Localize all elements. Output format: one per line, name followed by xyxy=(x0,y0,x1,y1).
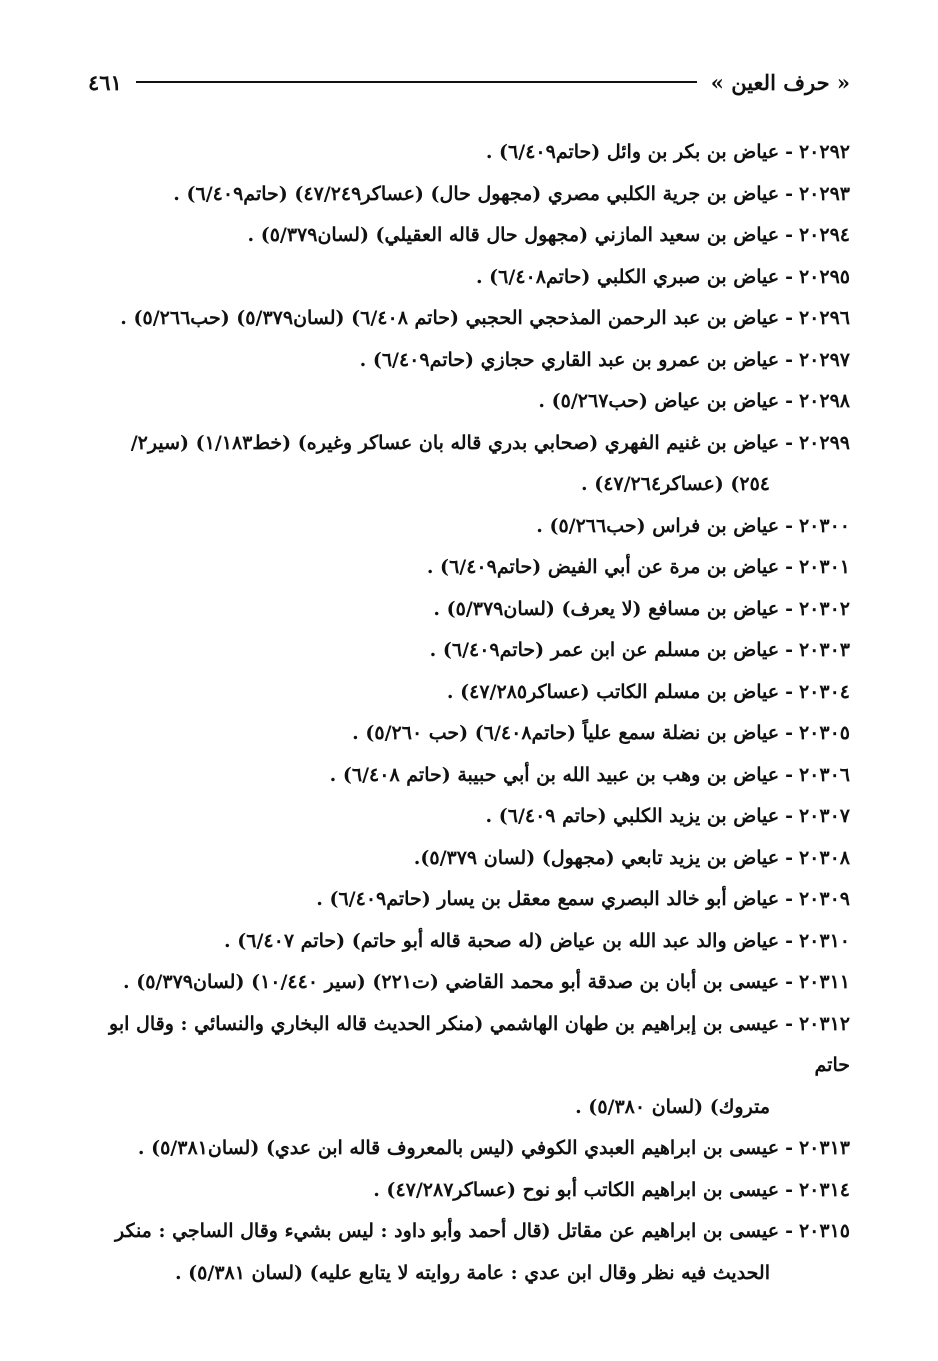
entry-dash: - xyxy=(785,971,793,993)
entry-text: عياض بن عبد الرحمن المذحجي الحجبي (حاتم ٦/٤٠٨) (لسان٥/٣٧٩) (حب٥/٢٦٦) . xyxy=(120,307,780,329)
entry xyxy=(88,672,850,714)
entry-text: عياض بن نضلة سمع علياً (حاتم٦/٤٠٨) (حب ٥/٢٦٠) . xyxy=(352,722,780,744)
entry-text: عياض بن مسلم عن ابن عمر (حاتم٦/٤٠٩) . xyxy=(429,639,780,661)
entry-dash: - xyxy=(785,141,793,163)
entry-text: عياض بن يزيد الكلبي (حاتم ٦/٤٠٩) . xyxy=(485,805,780,827)
entry-number: ٢٠٣١٠ xyxy=(798,929,850,952)
entry-dash: - xyxy=(785,1178,793,1201)
entry xyxy=(88,879,850,921)
entry-number: ٢٠٣٠٩ xyxy=(798,888,850,910)
entry-number: ٢٠٢٩٥ xyxy=(798,265,850,288)
entry-dash: - xyxy=(785,763,793,786)
entry-number: ٢٠٣٠٠ xyxy=(798,514,850,537)
entry-text: عياض بن وهب بن عبيد الله بن أبي حبيبة (حاتم ٦/٤٠٨) . xyxy=(329,763,780,786)
entry-number: ٢٠٣١٤ xyxy=(798,1178,850,1201)
page-header xyxy=(88,62,850,102)
entry-number: ٢٠٣١٢ xyxy=(798,1012,850,1035)
entry-text: عياض بن سعيد المازني (مجهول حال قاله العقيلي) (لسان٥/٣٧٩) . xyxy=(247,224,780,246)
entry-text: عياض بن فراس (حب٥/٢٦٦) . xyxy=(536,514,780,537)
entry xyxy=(88,381,850,423)
entry-number: ٢٠٣٠١ xyxy=(798,556,850,578)
entry xyxy=(88,1170,850,1212)
entry-number: ٢٠٣١٣ xyxy=(798,1137,850,1159)
entry-text: عياض بن بكر بن وائل (حاتم٦/٤٠٩) . xyxy=(485,141,780,163)
entry-dash: - xyxy=(785,1137,793,1159)
entry-dash: - xyxy=(785,722,793,744)
entry-dash: - xyxy=(785,514,793,537)
entry-dash: - xyxy=(785,307,793,329)
entry-continuation: ٢٥٤) (عساكر٤٧/٢٦٤) . xyxy=(580,473,770,495)
entry-dash: - xyxy=(785,639,793,661)
entry-number: ٢٠٢٩٣ xyxy=(798,182,850,205)
page-number: ٤٦١ xyxy=(88,69,122,95)
entry-text: عياض بن صبري الكلبي (حاتم٦/٤٠٨) . xyxy=(475,265,780,288)
entry-number: ٢٠٢٩٩ xyxy=(798,431,850,454)
entry-number: ٢٠٢٩٧ xyxy=(798,348,850,371)
chapter-title: « حرف العين » xyxy=(710,69,850,95)
entry-text: عياض بن جرية الكلبي مصري (مجهول حال) (عساكر٤٧/٢٤٩) (حاتم٦/٤٠٩) . xyxy=(173,182,780,205)
entry-dash: - xyxy=(785,805,793,827)
entry-dash: - xyxy=(785,390,793,412)
entry-dash: - xyxy=(785,431,793,454)
entry xyxy=(88,298,850,340)
entry-number: ٢٠٢٩٦ xyxy=(798,307,850,329)
entry-text: عيسى بن ابراهيم عن مقاتل (قال أحمد وأبو داود : ليس بشيء وقال الساجي : منكر xyxy=(114,1220,780,1242)
entry-dash: - xyxy=(785,846,793,869)
entry-text: عيسى بن إبراهيم بن طهان الهاشمي (منكر الحديث قاله البخاري والنسائي : وقال ابو حاتم xyxy=(109,1012,850,1076)
entry xyxy=(88,630,850,672)
entry xyxy=(88,921,850,963)
entries-list xyxy=(88,132,850,1294)
entry xyxy=(88,174,850,216)
entry-dash: - xyxy=(785,597,793,620)
entry-text: عياض بن يزيد تابعي (مجهول) (لسان ٥/٣٧٩). xyxy=(413,846,780,869)
entry xyxy=(88,423,850,465)
entry-number: ٢٠٣٠٧ xyxy=(798,805,850,827)
entry-dash: - xyxy=(785,929,793,952)
entry-text: عياض بن مرة عن أبي الفيض (حاتم٦/٤٠٩) . xyxy=(426,556,780,578)
entry-number: ٢٠٣١١ xyxy=(798,971,850,993)
entry-dash: - xyxy=(785,1012,793,1035)
entry-dash: - xyxy=(785,1220,793,1242)
entry-text: عياض بن مسافع (لا يعرف) (لسان٥/٣٧٩) . xyxy=(433,597,780,620)
entry xyxy=(88,838,850,880)
entry xyxy=(88,589,850,631)
entry-text: عيسى بن ابراهيم الكاتب أبو نوح (عساكر٤٧/٢٨٧) . xyxy=(373,1178,780,1201)
entry-number: ٢٠٣٠٦ xyxy=(798,763,850,786)
entry xyxy=(88,1128,850,1170)
entry-number: ٢٠٣٠٤ xyxy=(798,680,850,703)
entry-dash: - xyxy=(785,265,793,288)
entry-number: ٢٠٣١٥ xyxy=(798,1220,850,1242)
entry-number: ٢٠٣٠٥ xyxy=(798,722,850,744)
entry xyxy=(88,796,850,838)
entry xyxy=(88,340,850,382)
entry-number: ٢٠٢٩٨ xyxy=(798,390,850,412)
entry xyxy=(88,713,850,755)
entry-continuation: متروك) (لسان ٥/٣٨٠) . xyxy=(575,1095,770,1118)
entry-dash: - xyxy=(785,556,793,578)
entry xyxy=(88,755,850,797)
entry-number: ٢٠٣٠٣ xyxy=(798,639,850,661)
entry xyxy=(88,215,850,257)
entry-dash: - xyxy=(785,224,793,246)
entry-text: عياض بن غنيم الفهري (صحابي بدري قاله بان عساكر وغيره) (خط١/١٨٣) (سير٢/ xyxy=(130,431,780,454)
entry-text: عياض والد عبد الله بن عياض (له صحبة قاله أبو حاتم) (حاتم ٦/٤٠٧) . xyxy=(224,929,780,952)
entry-dash: - xyxy=(785,348,793,371)
entry-number: ٢٠٣٠٢ xyxy=(798,597,850,620)
entry xyxy=(88,962,850,1004)
entry-dash: - xyxy=(785,888,793,910)
entry-continuation: الحديث فيه نظر وقال ابن عدي : عامة روايته لا يتابع عليه) (لسان ٥/٣٨١) . xyxy=(174,1261,770,1284)
entry-number: ٢٠٣٠٨ xyxy=(798,846,850,869)
entry-text: عيسى بن ابراهيم العبدي الكوفي (ليس بالمعروف قاله ابن عدي) (لسان٥/٣٨١) . xyxy=(137,1137,780,1159)
entry xyxy=(88,257,850,299)
header-rule xyxy=(136,81,697,83)
entry-text: عياض بن مسلم الكاتب (عساكر٤٧/٢٨٥) . xyxy=(446,680,780,703)
entry xyxy=(88,1004,850,1087)
entry-dash: - xyxy=(785,680,793,703)
entry-text: عياض أبو خالد البصري سمع معقل بن يسار (حاتم٦/٤٠٩) . xyxy=(316,888,780,910)
entry-text: عياض بن عياض (حب٥/٢٦٧) . xyxy=(538,390,780,412)
entry xyxy=(88,547,850,589)
entry xyxy=(88,506,850,548)
entry-text: عيسى بن أبان بن صدقة أبو محمد القاضي (ت٢٢١) (سير ١٠/٤٤٠) (لسان٥/٣٧٩) . xyxy=(122,971,780,993)
entry xyxy=(88,132,850,174)
entry-number: ٢٠٢٩٢ xyxy=(798,141,850,163)
entry-dash: - xyxy=(785,182,793,205)
entry xyxy=(88,1211,850,1253)
entry-number: ٢٠٢٩٤ xyxy=(798,224,850,246)
entry-text: عياض بن عمرو بن عبد القاري حجازي (حاتم٦/٤٠٩) . xyxy=(359,348,780,371)
